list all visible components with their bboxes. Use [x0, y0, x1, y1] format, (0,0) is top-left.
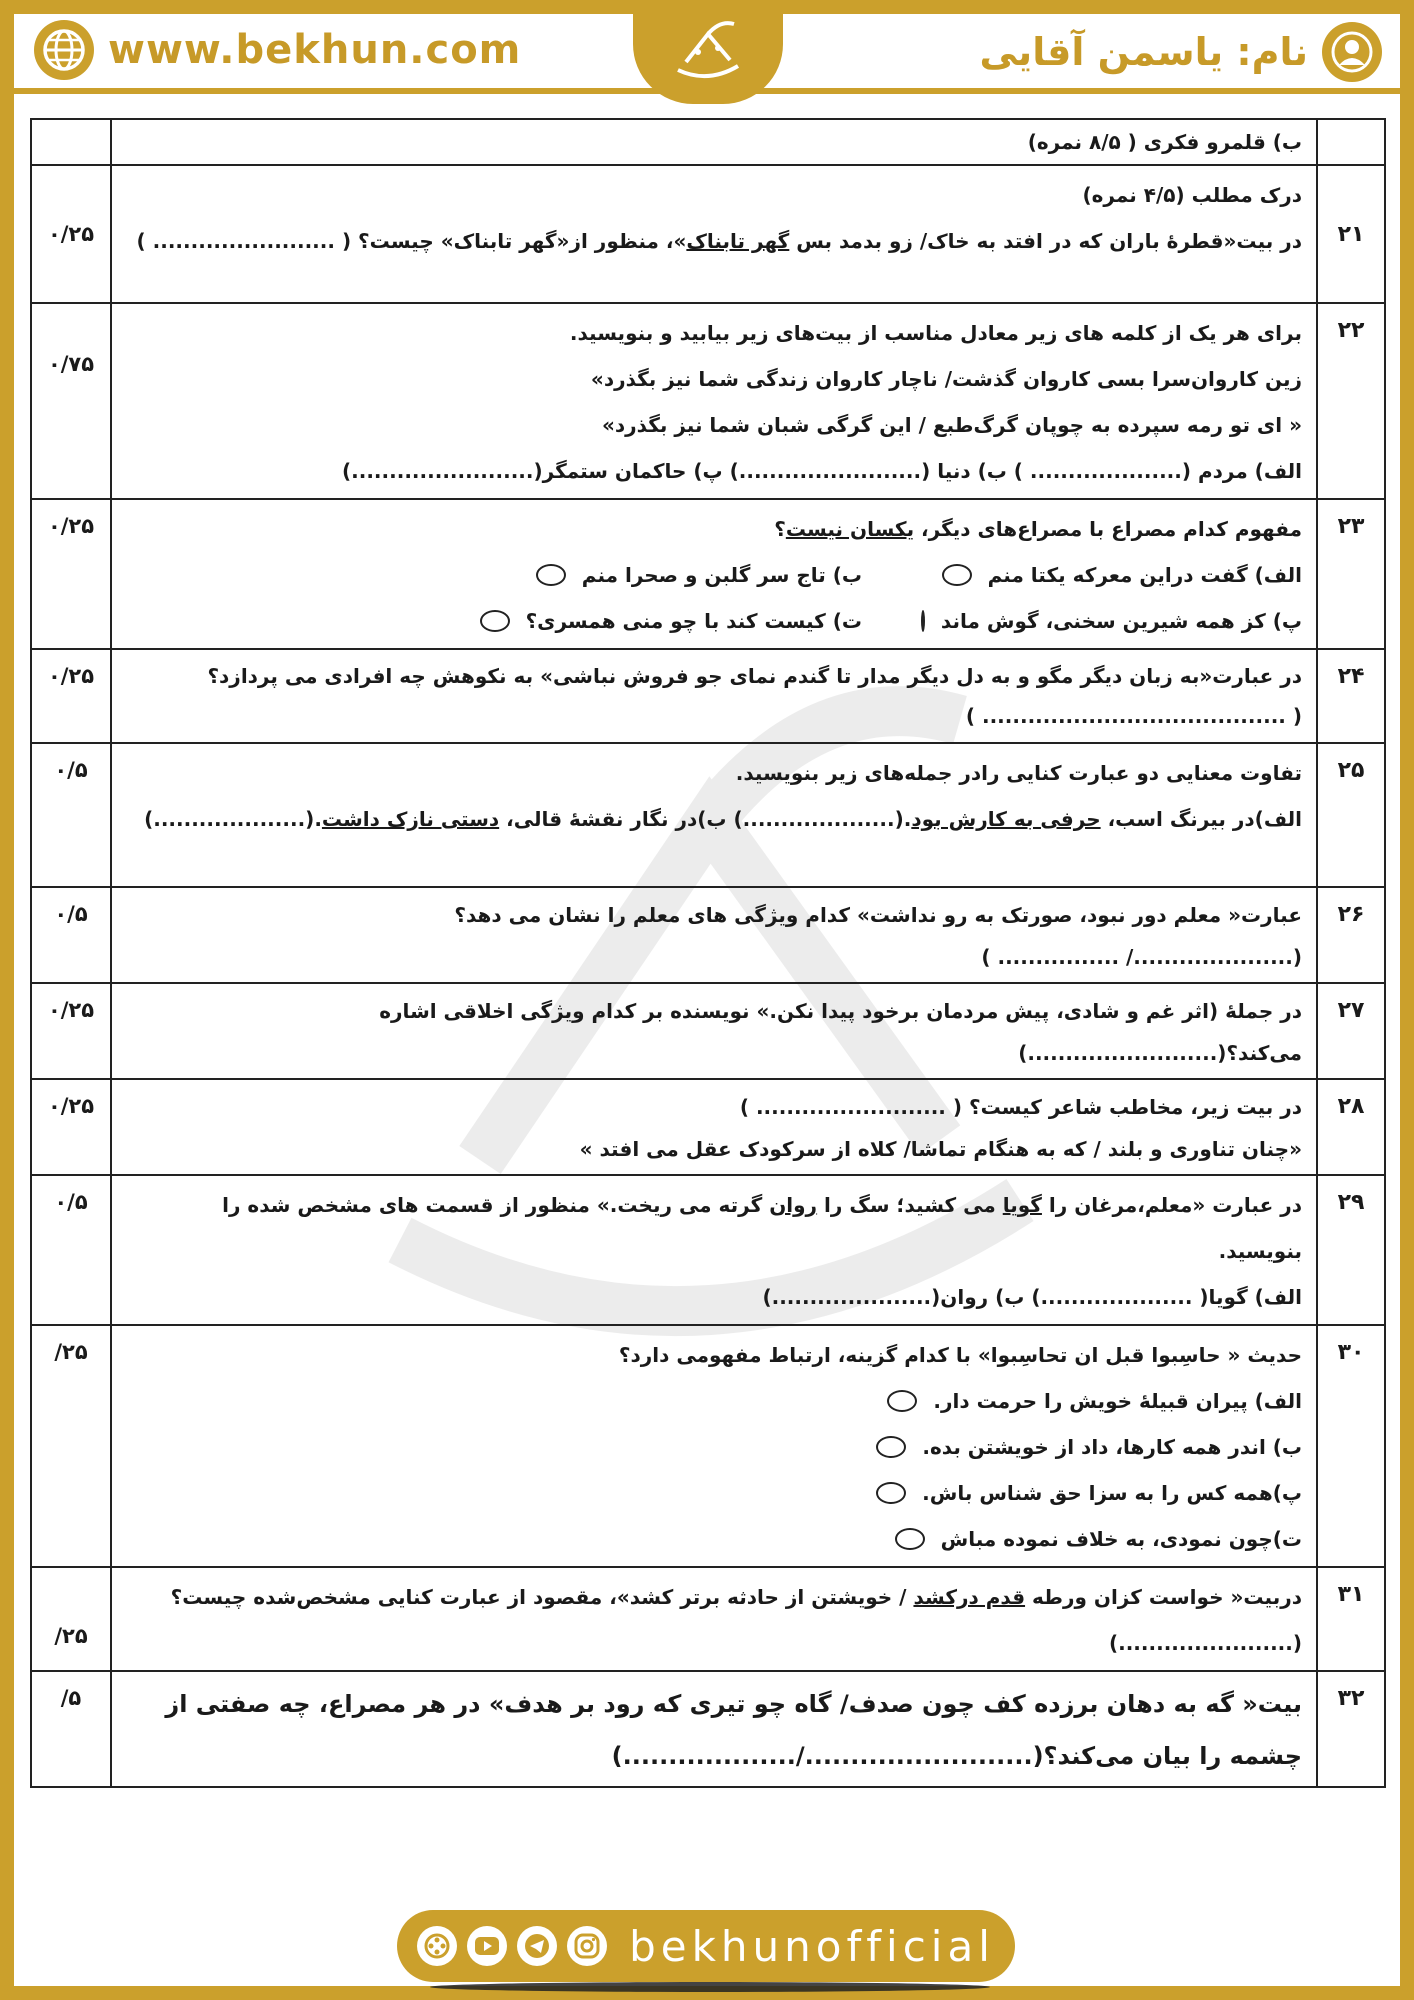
question-text: حدیث « حاسِبوا قبل ان تحاسِبوا» با کدام گزینه، ارتباط مفهومی دارد؟	[618, 1343, 1302, 1367]
question-text: در عبارت «معلم،مرغان را گویا می کشید؛ سگ را روان گرته می ریخت.» منظور از قسمت های مشخص شده را	[222, 1193, 1302, 1217]
question-score: /۵	[60, 1686, 82, 1710]
answer-blank: می‌کند؟(.........................)	[1018, 1041, 1302, 1065]
answer-blank: (...................../ ................ )	[981, 945, 1302, 969]
instagram-icon[interactable]	[567, 1926, 607, 1966]
question-number: ۳۰	[1337, 1340, 1365, 1365]
option-b[interactable]: ب) اندر همه کارها، داد از خویشتن بده.	[122, 1424, 1302, 1470]
question-number: ۲۶	[1337, 902, 1365, 927]
question-row	[31, 983, 1385, 1079]
social-handle: bekhunofficial	[629, 1921, 995, 1971]
user-icon	[1322, 22, 1382, 82]
poem-line: «چنان تناوری و بلند / که به هنگام تماشا/ کلاه از سرکودک عقل می افتد »	[579, 1137, 1302, 1161]
answer-blank: ( ........................................ )	[965, 704, 1302, 728]
radio-circle[interactable]	[876, 1436, 906, 1458]
telegram-icon[interactable]	[517, 1926, 557, 1966]
radio-circle[interactable]	[921, 610, 925, 632]
question-number: ۲۲	[1337, 318, 1365, 343]
question-score: ۰/۲۵	[47, 222, 95, 246]
student-name: نام: یاسمن آقایی	[979, 30, 1308, 74]
question-row	[31, 649, 1385, 743]
answer-blank: (.......................)	[1108, 1631, 1302, 1655]
question-number: ۲۵	[1337, 758, 1365, 783]
question-text: در بیت زیر، مخاطب شاعر کیست؟ ( ......................... )	[739, 1095, 1302, 1119]
question-score: /۲۵	[54, 1340, 88, 1364]
question-score: ۰/۵	[54, 1190, 88, 1214]
aparat-icon[interactable]	[417, 1926, 457, 1966]
option-d[interactable]: ت)چون نمودی، به خلاف نموده مباش	[122, 1516, 1302, 1562]
site-url: www.bekhun.com	[108, 27, 522, 73]
question-row	[31, 1175, 1385, 1325]
answer-blanks: چشمه را بیان می‌کند؟(........................./...................)	[611, 1742, 1302, 1770]
question-text: مفهوم کدام مصراع با مصراع‌های دیگر، یکسان نیست؟	[774, 517, 1302, 541]
answer-blanks: الف) گویا( ....................) ب) روان(.....................)	[762, 1285, 1302, 1309]
answer-blanks: الف)در بیرنگ اسب، حرفی به کارش بود.(....................) ب)در نگار نقشهٔ قالی، دستی نازک داشت.(....................)	[144, 807, 1302, 831]
question-score: ۰/۵	[54, 758, 88, 782]
radio-circle[interactable]	[480, 610, 510, 632]
question-row	[31, 887, 1385, 983]
question-text: در جملهٔ (اثر غم و شادی، پیش مردمان برخود پیدا نکن.» نویسنده بر کدام ویژگی اخلاقی اشاره	[379, 999, 1302, 1023]
answer-blanks: الف) مردم (.................... ) ب) دنیا (........................) پ) حاکمان ستمگر(........................)	[342, 459, 1302, 483]
brand-logo	[633, 0, 783, 104]
footer-shadow	[430, 1982, 990, 1992]
question-number: ۲۷	[1337, 998, 1365, 1023]
section-heading: درک مطلب (۴/۵ نمره)	[1082, 183, 1302, 207]
question-number: ۳۲	[1337, 1686, 1365, 1711]
question-number: ۲۸	[1337, 1094, 1365, 1119]
question-row	[31, 1079, 1385, 1175]
question-number: ۲۱	[1337, 222, 1365, 247]
globe-icon	[34, 20, 94, 80]
question-score: ۰/۲۵	[47, 664, 95, 688]
exam-table	[30, 118, 1386, 1788]
radio-circle[interactable]	[887, 1390, 917, 1412]
radio-circle[interactable]	[942, 564, 972, 586]
radio-circle[interactable]	[895, 1528, 925, 1550]
question-text-cont: بنویسید.	[1218, 1239, 1302, 1263]
question-number: ۲۹	[1337, 1190, 1365, 1215]
radio-circle[interactable]	[876, 1482, 906, 1504]
question-row	[31, 743, 1385, 887]
option-c[interactable]: پ)همه کس را به سزا حق شناس باش.	[122, 1470, 1302, 1516]
question-score: ۰/۲۵	[47, 1094, 95, 1118]
option-a[interactable]: الف) گفت دراین معرکه یکتا منم	[922, 552, 1302, 598]
option-c[interactable]: پ) کز همه شیرین سخنی، گوش ماند	[922, 598, 1302, 644]
question-score: ۰/۵	[54, 902, 88, 926]
student-name-area	[979, 22, 1382, 82]
question-score: ۰/۲۵	[47, 998, 95, 1022]
option-b[interactable]: ب) تاج سر گلبن و صحرا منم	[528, 552, 862, 598]
question-score: ۰/۲۵	[47, 514, 95, 538]
radio-circle[interactable]	[536, 564, 566, 586]
question-number: ۲۳	[1337, 514, 1365, 539]
option-a[interactable]: الف) پیران قبیلهٔ خویش را حرمت دار.	[122, 1378, 1302, 1424]
question-score: /۲۵	[54, 1624, 88, 1648]
youtube-icon[interactable]	[467, 1926, 507, 1966]
question-row	[31, 499, 1385, 649]
question-row	[31, 303, 1385, 499]
section-title: ب) قلمرو فکری ( ۸/۵ نمره)	[1027, 130, 1302, 154]
social-footer	[397, 1910, 1015, 1982]
question-row	[31, 1567, 1385, 1671]
question-text: در عبارت«به زبان دیگر مگو و به دل دیگر مدار تا گندم نمای جو فروش نباشی» به نکوهش چه افرادی می پردازد؟	[207, 664, 1302, 688]
question-text: عبارت« معلم دور نبود، صورتک به رو نداشت» کدام ویژگی های معلم را نشان می دهد؟	[454, 903, 1302, 927]
poem-line: « ای تو رمه سپرده به چوپان گرگ‌طبع / این گرگی شبان شما نیز بگذرد»	[601, 413, 1302, 437]
question-text: تفاوت معنایی دو عبارت کنایی رادر جمله‌های زیر بنویسید.	[735, 761, 1302, 785]
question-row	[31, 1671, 1385, 1787]
question-row	[31, 165, 1385, 303]
poem-line: زین کاروان‌سرا بسی کاروان گذشت/ ناچار کاروان زندگی شما نیز بگذرد»	[590, 367, 1302, 391]
option-d[interactable]: ت) کیست کند با چو منی همسری؟	[472, 598, 862, 644]
header-bar	[14, 14, 1400, 94]
question-score: ۰/۷۵	[47, 352, 95, 376]
site-link[interactable]	[34, 22, 521, 78]
question-text: برای هر یک از کلمه های زیر معادل مناسب از بیت‌های زیر بیابید و بنویسید.	[569, 321, 1302, 345]
question-row	[31, 1325, 1385, 1567]
question-number: ۲۴	[1337, 664, 1365, 689]
question-number: ۳۱	[1337, 1582, 1365, 1607]
question-text: دربیت« خواست کزان ورطه قدم درکشد / خویشتن از حادثه برتر کشد»، مقصود از عبارت کنایی مشخص‌شده چیست؟	[170, 1585, 1302, 1609]
question-text: بیت« گه به دهان برزده کف چون صدف/ گاه چو تیری که رود بر هدف» در هر مصراع، چه صفتی از	[165, 1690, 1302, 1718]
section-row	[31, 119, 1385, 165]
question-text: در بیت«قطرهٔ باران که در افتد به خاک/ زو بدمد بس گهر تابناک»، منظور از«گهر تابناک» چیست؟ ( ........................ )	[136, 229, 1302, 253]
